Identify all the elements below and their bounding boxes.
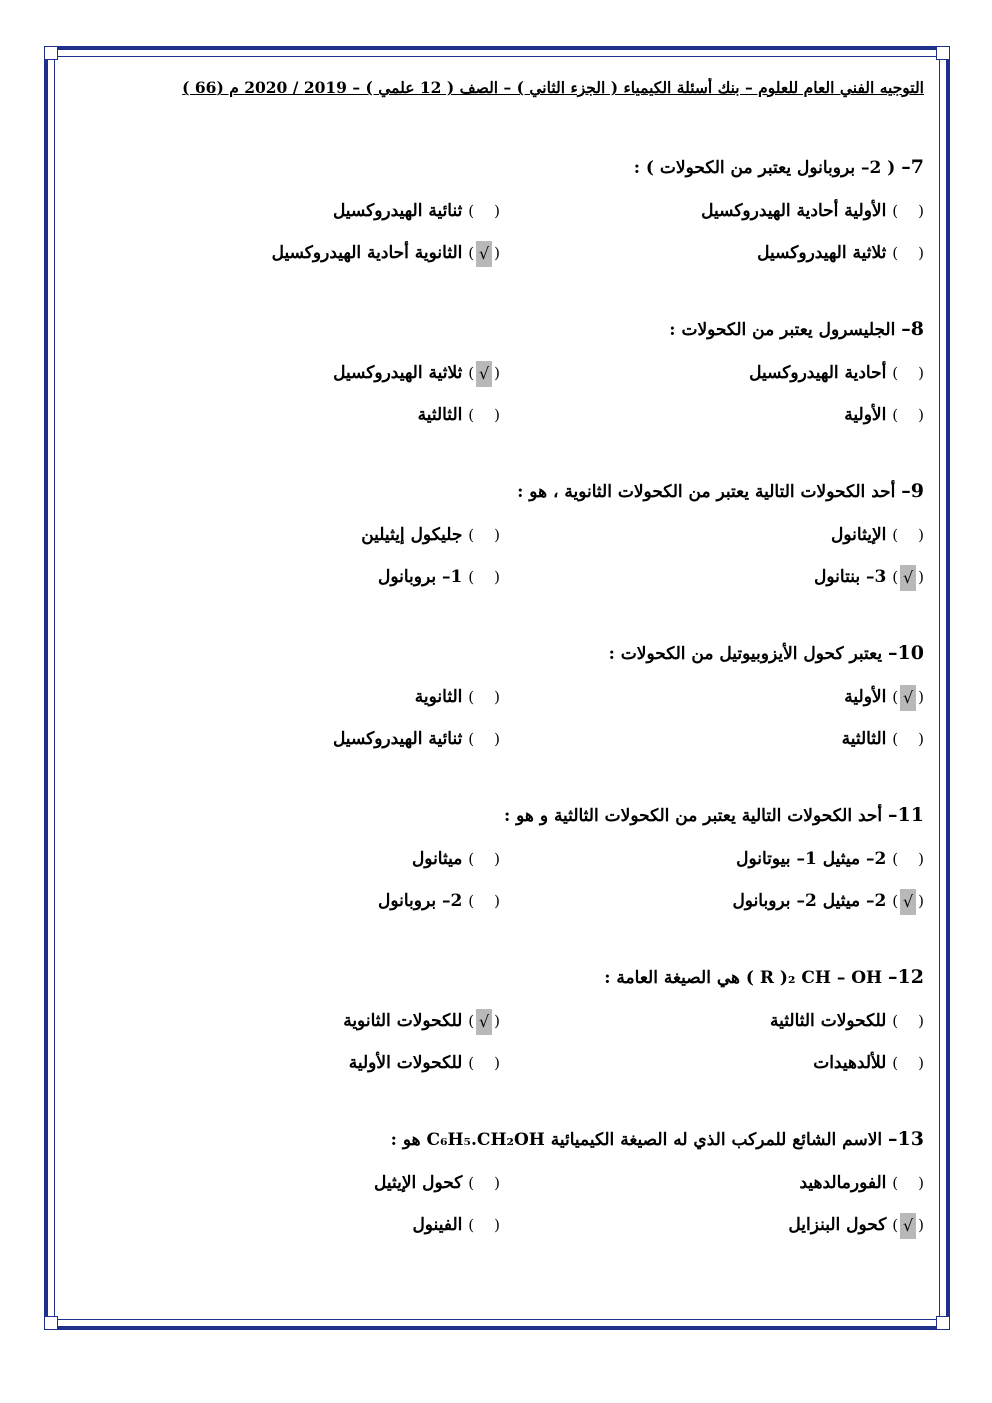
chemical-formula: C₆H₅.CH₂OH [426, 1130, 545, 1150]
option-label: الأولية [844, 405, 887, 425]
option-label: للكحولات الأولية [348, 1053, 463, 1073]
answer-box[interactable] [476, 565, 492, 591]
answer-box[interactable] [476, 727, 492, 753]
option-label: الأولية [844, 687, 887, 707]
option-label: الفورمالدهيد [799, 1173, 887, 1193]
option-label: ثنائية الهيدروكسيل [332, 201, 463, 221]
check-mark-icon[interactable]: √ [476, 241, 492, 267]
option-b[interactable]: (√) للكحولات الثانوية [343, 1004, 500, 1038]
option-label: الفينول [412, 1215, 463, 1235]
answer-box[interactable] [476, 847, 492, 873]
question-stem: ( 2– بروبانول يعتبر من الكحولات ) : [633, 158, 896, 178]
question-text [669, 312, 924, 346]
option-c[interactable]: (√) كحول البنزايل [788, 1208, 924, 1242]
border-corner [936, 1316, 950, 1330]
option-label: 2– ميثيل 2– بروبانول [732, 891, 887, 911]
answer-box[interactable] [476, 889, 492, 915]
answer-box[interactable] [900, 241, 916, 267]
question-stem: هي الصيغة العامة : [604, 968, 740, 988]
option-label: الإيثانول [831, 525, 887, 545]
question-number: 7– [901, 156, 924, 178]
option-c[interactable]: () ثلاثية الهيدروكسيل [757, 236, 924, 270]
answer-box[interactable] [476, 1051, 492, 1077]
answer-box[interactable] [900, 727, 916, 753]
option-d[interactable]: () ثنائية الهيدروكسيل [333, 722, 500, 756]
option-b[interactable]: (√) ثلاثية الهيدروكسيل [333, 356, 500, 390]
question-number: 13– [888, 1128, 924, 1150]
option-b[interactable]: () كحول الإيثيل [374, 1166, 500, 1200]
option-label: الثانوية [414, 687, 463, 707]
option-b[interactable]: () الثانوية [415, 680, 500, 714]
option-label: 3– بنتانول [814, 567, 887, 587]
question-text [604, 960, 924, 994]
option-a[interactable]: () أحادية الهيدروكسيل [749, 356, 924, 390]
questions-list [80, 150, 924, 1284]
answer-box[interactable] [476, 403, 492, 429]
check-mark-icon[interactable]: √ [900, 1213, 916, 1239]
option-label: الثالثية [417, 405, 463, 425]
question-text [517, 474, 924, 508]
option-label: ميثانول [411, 849, 463, 869]
check-mark-icon[interactable]: √ [476, 361, 492, 387]
option-c[interactable]: () للألدهيدات [813, 1046, 924, 1080]
option-a[interactable]: () الأولية أحادية الهيدروكسيل [701, 194, 924, 228]
answer-box[interactable] [900, 847, 916, 873]
border-corner [44, 46, 58, 60]
option-label: للكحولات الثانوية [343, 1011, 463, 1031]
answer-box[interactable] [476, 1171, 492, 1197]
question-text [609, 636, 924, 670]
question-number: 10– [888, 642, 924, 664]
answer-box[interactable] [900, 523, 916, 549]
answer-box[interactable] [900, 199, 916, 225]
option-label: للألدهيدات [813, 1053, 887, 1073]
option-label: الثانوية أحادية الهيدروكسيل [271, 243, 463, 263]
option-d[interactable]: () الفينول [412, 1208, 500, 1242]
option-label: الأولية أحادية الهيدروكسيل [701, 201, 887, 221]
question-9 [80, 474, 924, 636]
answer-box[interactable] [476, 199, 492, 225]
answer-box[interactable] [900, 361, 916, 387]
question-7 [80, 150, 924, 312]
option-a[interactable]: () 2– ميثيل 1– بيوتانول [736, 842, 924, 876]
option-d[interactable]: () الثالثية [418, 398, 500, 432]
option-label: أحادية الهيدروكسيل [749, 363, 887, 383]
option-b[interactable]: () ميثانول [412, 842, 500, 876]
option-c[interactable]: (√) 3– بنتانول [814, 560, 924, 594]
question-stem: الجليسرول يعتبر من الكحولات : [669, 320, 896, 340]
answer-box[interactable] [476, 685, 492, 711]
option-label: 1– بروبانول [378, 567, 463, 587]
question-number: 12– [888, 966, 924, 988]
option-label: جليكول إيثيلين [361, 525, 463, 545]
answer-box[interactable] [476, 1213, 492, 1239]
question-text [391, 1122, 924, 1156]
question-stem-end: هو : [390, 1130, 421, 1150]
question-stem: يعتبر كحول الأيزوبيوتيل من الكحولات : [608, 644, 883, 664]
option-c[interactable]: () الثالثية [842, 722, 924, 756]
question-8 [80, 312, 924, 474]
question-text [504, 798, 924, 832]
option-label: ثنائية الهيدروكسيل [332, 729, 463, 749]
answer-box[interactable] [900, 403, 916, 429]
check-mark-icon[interactable]: √ [900, 889, 916, 915]
page-header: التوجيه الفني العام للعلوم – بنك أسئلة الكيمياء ( الجزء الثاني ) – الصف ( 12 علمي ) – 2019 / 2020 م (66 ) [182, 78, 924, 97]
option-label: ثلاثية الهيدروكسيل [333, 363, 463, 383]
option-a[interactable]: () الفورمالدهيد [799, 1166, 924, 1200]
question-stem: أحد الكحولات التالية يعتبر من الكحولات الثانوية ، هو : [517, 482, 896, 502]
option-label: كحول البنزايل [788, 1215, 887, 1235]
question-stem: أحد الكحولات التالية يعتبر من الكحولات الثالثية و هو : [503, 806, 883, 826]
general-formula: ( R )₂ CH – OH [745, 968, 883, 988]
check-mark-icon[interactable]: √ [476, 1009, 492, 1035]
check-mark-icon[interactable]: √ [900, 565, 916, 591]
option-b[interactable]: () جليكول إيثيلين [361, 518, 500, 552]
option-b[interactable]: () ثنائية الهيدروكسيل [333, 194, 500, 228]
question-11 [80, 798, 924, 960]
option-label: الثالثية [841, 729, 887, 749]
question-number: 8– [901, 318, 924, 340]
option-label: كحول الإيثيل [373, 1173, 463, 1193]
option-label: ثلاثية الهيدروكسيل [757, 243, 887, 263]
option-c[interactable]: (√) 2– ميثيل 2– بروبانول [732, 884, 924, 918]
option-c[interactable]: () الأولية [844, 398, 924, 432]
answer-box[interactable] [476, 523, 492, 549]
question-number: 11– [888, 804, 924, 826]
border-corner [44, 1316, 58, 1330]
answer-box[interactable] [900, 1009, 916, 1035]
option-label: 2– ميثيل 1– بيوتانول [736, 849, 887, 869]
option-a[interactable]: () للكحولات الثالثية [770, 1004, 924, 1038]
option-label: 2– بروبانول [378, 891, 463, 911]
question-text [634, 150, 924, 184]
question-number: 9– [901, 480, 924, 502]
option-d[interactable]: (√) الثانوية أحادية الهيدروكسيل [272, 236, 500, 270]
option-d[interactable]: () 1– بروبانول [378, 560, 500, 594]
question-12 [80, 960, 924, 1122]
option-label: للكحولات الثالثية [770, 1011, 887, 1031]
answer-box[interactable] [900, 1051, 916, 1077]
question-13 [80, 1122, 924, 1284]
question-10 [80, 636, 924, 798]
border-corner [936, 46, 950, 60]
answer-box[interactable] [900, 1171, 916, 1197]
check-mark-icon[interactable]: √ [900, 685, 916, 711]
option-a[interactable]: () الإيثانول [831, 518, 924, 552]
option-d[interactable]: () 2– بروبانول [378, 884, 500, 918]
option-a[interactable]: (√) الأولية [844, 680, 924, 714]
question-stem: الاسم الشائع للمركب الذي له الصيغة الكيميائية [550, 1130, 883, 1150]
option-d[interactable]: () للكحولات الأولية [349, 1046, 500, 1080]
